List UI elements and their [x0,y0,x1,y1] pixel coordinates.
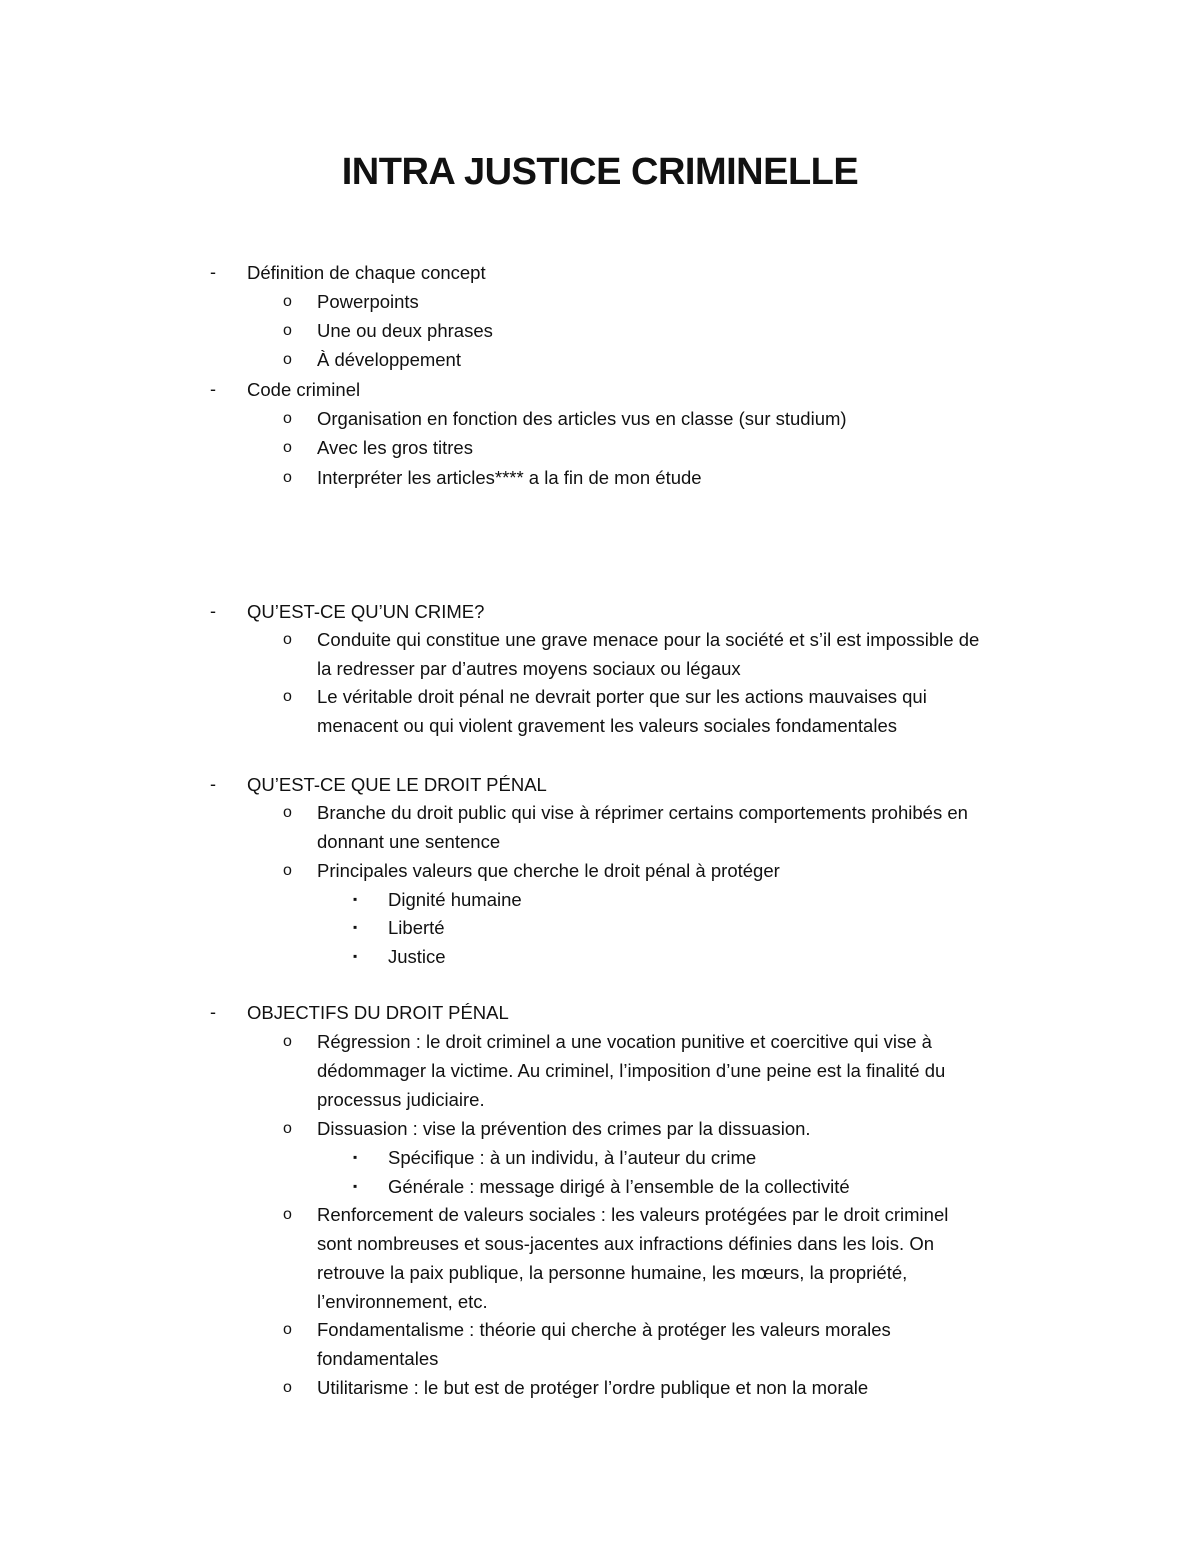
circle-bullet: o [283,410,292,427]
list-item: Une ou deux phrases [317,320,493,341]
list-item: Organisation en fonction des articles vus en classe (sur studium) [317,408,847,429]
square-bullet: ▪ [353,920,358,934]
section-heading: Code criminel [247,379,361,400]
list-item: Powerpoints [317,291,419,312]
list-item-line: Fondamentalisme : théorie qui cherche à protéger les valeurs morales [317,1319,891,1340]
circle-bullet: o [283,1033,292,1050]
square-bullet: ▪ [353,949,358,963]
list-item-line: Conduite qui constitue une grave menace pour la société et s’il est impossible de [317,629,980,650]
list-item-line: l’environnement, etc. [317,1291,488,1312]
circle-bullet: o [283,631,292,648]
dash-bullet: - [210,601,216,621]
dash-bullet: - [210,379,216,399]
dash-bullet: - [210,774,216,794]
list-item: À développement [317,349,461,370]
list-item-line: menacent ou qui violent gravement les valeurs sociales fondamentales [317,715,897,736]
circle-bullet: o [283,1206,292,1223]
circle-bullet: o [283,322,292,339]
section-heading: Définition de chaque concept [247,262,486,283]
dash-bullet: - [210,1002,216,1022]
circle-bullet: o [283,1379,292,1396]
list-item: Dissuasion : vise la prévention des crimes par la dissuasion. [317,1118,811,1139]
circle-bullet: o [283,1120,292,1137]
list-item: Principales valeurs que cherche le droit pénal à protéger [317,860,780,881]
circle-bullet: o [283,688,292,705]
circle-bullet: o [283,862,292,879]
list-item-line: dédommager la victime. Au criminel, l’imposition d’une peine est la finalité du [317,1060,946,1081]
sub-list-item: Spécifique : à un individu, à l’auteur du crime [388,1147,757,1168]
list-item-line: fondamentales [317,1348,439,1369]
section-heading: OBJECTIFS DU DROIT PÉNAL [247,1002,509,1023]
list-item-line: retrouve la paix publique, la personne humaine, les mœurs, la propriété, [317,1262,908,1283]
sub-list-item: Liberté [388,917,445,938]
list-item: Interpréter les articles**** a la fin de mon étude [317,467,702,488]
circle-bullet: o [283,439,292,456]
list-item-line: processus judiciaire. [317,1089,485,1110]
list-item-line: sont nombreuses et sous-jacentes aux infractions définies dans les lois. On [317,1233,934,1254]
list-item-line: Renforcement de valeurs sociales : les valeurs protégées par le droit criminel [317,1204,949,1225]
circle-bullet: o [283,293,292,310]
section-heading: QU’EST-CE QUE LE DROIT PÉNAL [247,774,547,795]
list-item-line: donnant une sentence [317,831,501,852]
dash-bullet: - [210,262,216,282]
circle-bullet: o [283,804,292,821]
list-item: Avec les gros titres [317,437,473,458]
section-heading: QU’EST-CE QU’UN CRIME? [247,601,485,622]
list-item-line: Le véritable droit pénal ne devrait porter que sur les actions mauvaises qui [317,686,927,707]
list-item-line: Régression : le droit criminel a une vocation punitive et coercitive qui vise à [317,1031,932,1052]
sub-list-item: Générale : message dirigé à l’ensemble de la collectivité [388,1176,850,1197]
circle-bullet: o [283,351,292,368]
square-bullet: ▪ [353,1150,358,1164]
sub-list-item: Justice [388,946,446,967]
list-item-line: la redresser par d’autres moyens sociaux ou légaux [317,658,741,679]
list-item-line: Branche du droit public qui vise à réprimer certains comportements prohibés en [317,802,968,823]
document-title: INTRA JUSTICE CRIMINELLE [341,151,859,193]
circle-bullet: o [283,1321,292,1338]
circle-bullet: o [283,469,292,486]
sub-list-item: Dignité humaine [388,889,522,910]
list-item: Utilitarisme : le but est de protéger l’ordre publique et non la morale [317,1377,869,1398]
square-bullet: ▪ [353,892,358,906]
square-bullet: ▪ [353,1179,358,1193]
